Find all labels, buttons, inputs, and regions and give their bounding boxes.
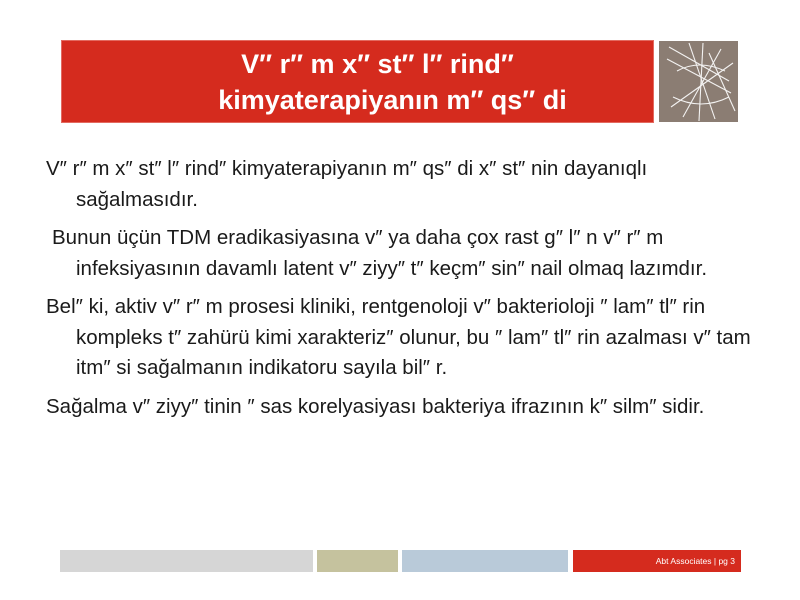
abt-associates-logo-icon — [659, 41, 738, 122]
body-paragraph: Bunun üçün TDM eradikasiyasına v″ ya daha çox rast g″ l″ n v″ r″ m infeksiyasının davamlı latent v″ ziyy″ t″ keçm″ sin″ nail olmaq lazımdır. — [52, 226, 708, 280]
body-paragraph: Bel″ ki, aktiv v″ r″ m prosesi kliniki, rentgenoloji v″ bakterioloji ″ lam″ tl″ rin kompleks t″ zahürü kimi xarakteriz″ olunur, bu ″ lam″ tl″ rin azalması v″ tam itm″ si sağalmanın indikatoru sayıla bil″ r. — [46, 295, 751, 379]
slide-title-line-2: kimyaterapiyanın m″ qs″ di — [218, 85, 567, 115]
slide-title-banner — [62, 41, 653, 122]
footer-bar-olive — [317, 550, 398, 572]
footer-page-label: Abt Associates | pg 3 — [655, 556, 735, 566]
slide-title-line-1: V″ r″ m x″ st″ l″ rind″ — [241, 49, 514, 79]
body-paragraph: V″ r″ m x″ st″ l″ rind″ kimyaterapiyanın m″ qs″ di x″ st″ nin dayanıqlı sağalmasıdır. — [46, 157, 648, 211]
footer-bar-red — [573, 550, 741, 572]
slide-body — [46, 154, 756, 430]
slide-title — [62, 41, 653, 122]
logo-graphic — [659, 41, 738, 122]
footer-bar-blue — [402, 550, 568, 572]
body-paragraph: Sağalma v″ ziyy″ tinin ″ sas korelyasiyası bakteriya ifrazının k″ silm″ sidir. — [46, 394, 705, 418]
footer-bar-gray — [60, 550, 313, 572]
